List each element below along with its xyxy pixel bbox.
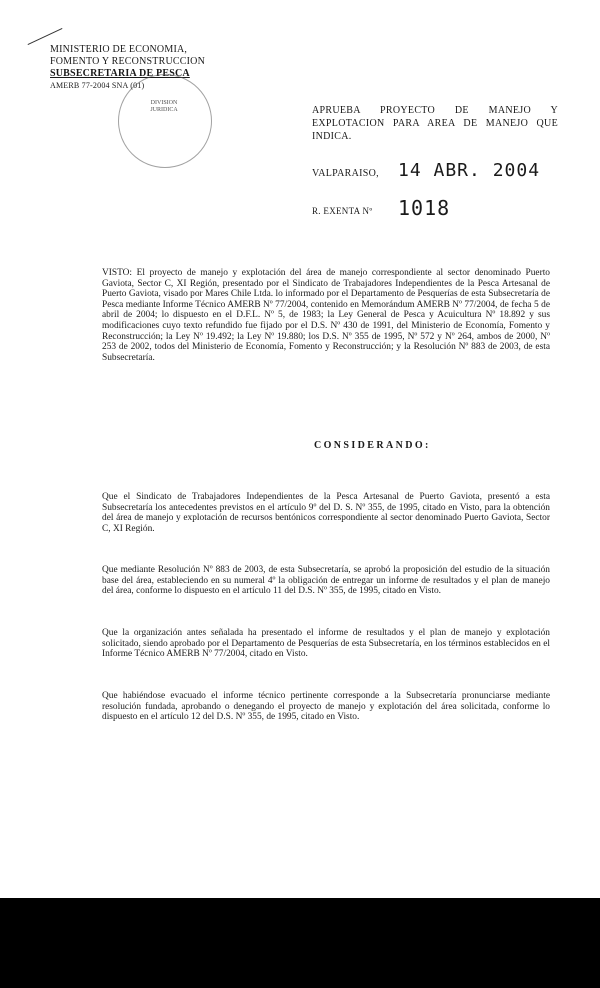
resolution-number: 1018 [398,196,451,220]
letterhead-code: AMERB 77-2004 SNA (01) [50,81,145,90]
considerando-paragraph-3: Que la organización antes señalada ha presentado el informe de resultados y el plan de manejo y explotación solicitado, siendo aprobado por el Departamento de Pesquerías de esta Subsecretaría, en los términos establecidos en el Informe Técnico AMERB Nº 77/2004, citado en Visto. [102,628,550,660]
considerando-heading: CONSIDERANDO: [314,440,431,451]
considerando-paragraph-4: Que habiéndose evacuado el informe técnico pertinente corresponde a la Subsecretaría pronunciarse mediante resolución fundada, aprobando o denegando el proyecto de manejo y explotación del área solicitada, conforme lo dispuesto en el artículo 12 del D.S. Nº 355, de 1995, citado en Visto. [102,691,550,723]
place-label: VALPARAISO, [312,168,379,179]
considerando-paragraph-1: Que el Sindicato de Trabajadores Independientes de la Pesca Artesanal de Puerto Gaviota, presentó a esta Subsecretaría los antecedentes previstos en el artículo 9º del D. S. Nº 355, de 1995, citado en Visto, para la obtención del área de manejo y explotación de recursos bentónicos correspondiente al sector denominado Puerto Gaviota, Sector C, XI Región. [102,492,550,534]
considerando-paragraph-2: Que mediante Resolución Nº 883 de 2003, de esta Subsecretaría, se aprobó la proposición del estudio de la situación base del área, estableciendo en su numeral 4º la obligación de entregar un informe de resultados y el plan de manejo del área, conforme lo dispuesto en el artículo 11 del D.S. Nº 355, de 1995, citado en Visto. [102,565,550,597]
stamp-seal-text: DIVISION JURIDICA [150,100,178,113]
scan-bottom-border [0,898,600,988]
resolution-subject: APRUEBA PROYECTO DE MANEJO Y EXPLOTACION PARA AREA DE MANEJO QUE INDICA. [312,105,558,142]
exenta-label: R. EXENTA Nº [312,206,373,216]
visto-paragraph: VISTO: El proyecto de manejo y explotación del área de manejo correspondiente al sector denominado Puerto Gaviota, Sector C, XI Región, presentado por el Sindicato de Trabajadores Independientes de la Pesca Artesanal de Puerto Gaviota, visado por Mares Chile Ltda. lo informado por el Departamento de Pesquerías de esta Subsecretaría de Pesca mediante Informe Técnico AMERB Nº 77/2004, contenido en Memorándum AMERB Nº 77/2004, de fecha 5 de abril de 2004; lo dispuesto en el D.F.L. Nº 5, de 1983; la Ley General de Pesca y Acuicultura Nº 18.892 y sus modificaciones cuyo texto refundido fue fijado por el D.S. Nº 430 de 1991, del Ministerio de Economía, Fomento y Reconstrucción; la Ley Nº 19.492; la Ley Nº 19.880; los D.S. Nº 355 de 1995, Nº 572 y Nº 264, ambos de 2000, Nº 253 de 2002, todos del Ministerio de Economía, Fomento y Reconstrucción; y la Resolución Nº 883 de 2003, de esta Subsecretaría. [102,268,550,363]
date-stamp: 14 ABR. 2004 [398,160,541,181]
subsecretaria-line: SUBSECRETARIA DE PESCA [50,68,190,79]
pen-mark [28,28,63,45]
ministry-line-1: MINISTERIO DE ECONOMIA, [50,44,188,55]
ministry-line-2: FOMENTO Y RECONSTRUCCION [50,56,206,67]
